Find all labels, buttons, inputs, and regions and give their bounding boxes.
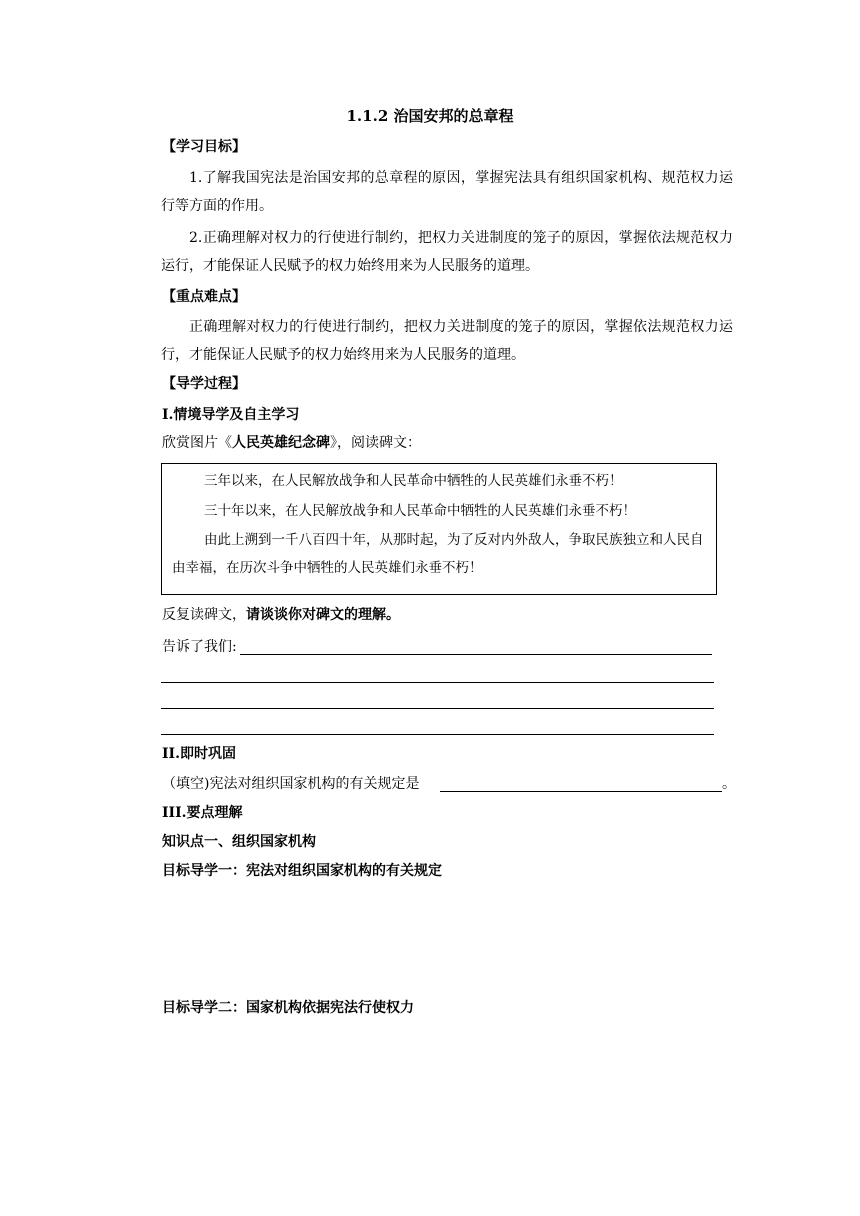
key-points-heading: 【重点难点】 <box>162 289 246 305</box>
reading-prompt-question: 请谈谈你对碑文的理解。 <box>246 607 400 623</box>
goal-2: 目标导学二：国家机构依据宪法行使权力 <box>162 1000 414 1016</box>
fill-blank-end: 。 <box>722 776 736 792</box>
page-title: 1.1.2 治国安邦的总章程 <box>346 107 514 125</box>
inscription-line-1: 三年以来，在人民解放战争和人民革命中牺牲的人民英雄们永垂不朽！ <box>204 473 623 489</box>
answer-line-4[interactable] <box>161 734 714 735</box>
goal-1: 目标导学一：宪法对组织国家机构的有关规定 <box>162 863 442 879</box>
answer-line-1[interactable] <box>240 654 712 655</box>
objective-2: 2.正确理解对权力的行使进行制约，把权力关进制度的笼子的原因，掌握依法规范权力运行，才能保证人民赋予的权力始终用来为人民服务的道理。 <box>161 230 733 274</box>
inscription-box <box>161 463 717 595</box>
answer-line-3[interactable] <box>161 708 714 709</box>
part1-heading: I.情境导学及自主学习 <box>162 407 300 423</box>
inscription-line-3: 由此上溯到一千八百四十年，从那时起，为了反对内外敌人，争取民族独立和人民自由幸福，在历次斗争中牺牲的人民英雄们永垂不朽！ <box>172 532 704 576</box>
reading-prompt <box>162 604 400 626</box>
knowledge-point-1: 知识点一、组织国家机构 <box>162 834 316 850</box>
fill-blank-line[interactable] <box>440 791 722 792</box>
inscription-line-2: 三十年以来，在人民解放战争和人民革命中牺牲的人民英雄们永垂不朽！ <box>204 503 636 519</box>
objective-1: 1.了解我国宪法是治国安邦的总章程的原因，掌握宪法具有组织国家机构、规范权力运行等方面的作用。 <box>161 170 733 214</box>
process-heading: 【导学过程】 <box>162 376 246 392</box>
monument-intro <box>162 432 421 454</box>
fill-blank-text: （填空)宪法对组织国家机构的有关规定是 <box>162 776 420 792</box>
answer-line-2[interactable] <box>161 682 714 683</box>
key-points-text: 正确理解对权力的行使进行制约，把权力关进制度的笼子的原因，掌握依法规范权力运行，才能保证人民赋予的权力始终用来为人民服务的道理。 <box>161 319 733 363</box>
reading-prompt-prefix: 反复读碑文， <box>162 607 246 623</box>
monument-name: 人民英雄纪念碑 <box>232 435 330 451</box>
answer-label: 告诉了我们: <box>162 639 237 655</box>
monument-intro-prefix: 欣赏图片《 <box>162 435 232 451</box>
objectives-heading: 【学习目标】 <box>162 139 246 155</box>
part2-heading: II.即时巩固 <box>162 746 236 762</box>
monument-intro-suffix: 》，阅读碑文： <box>330 435 421 451</box>
part3-heading: III.要点理解 <box>162 805 243 821</box>
